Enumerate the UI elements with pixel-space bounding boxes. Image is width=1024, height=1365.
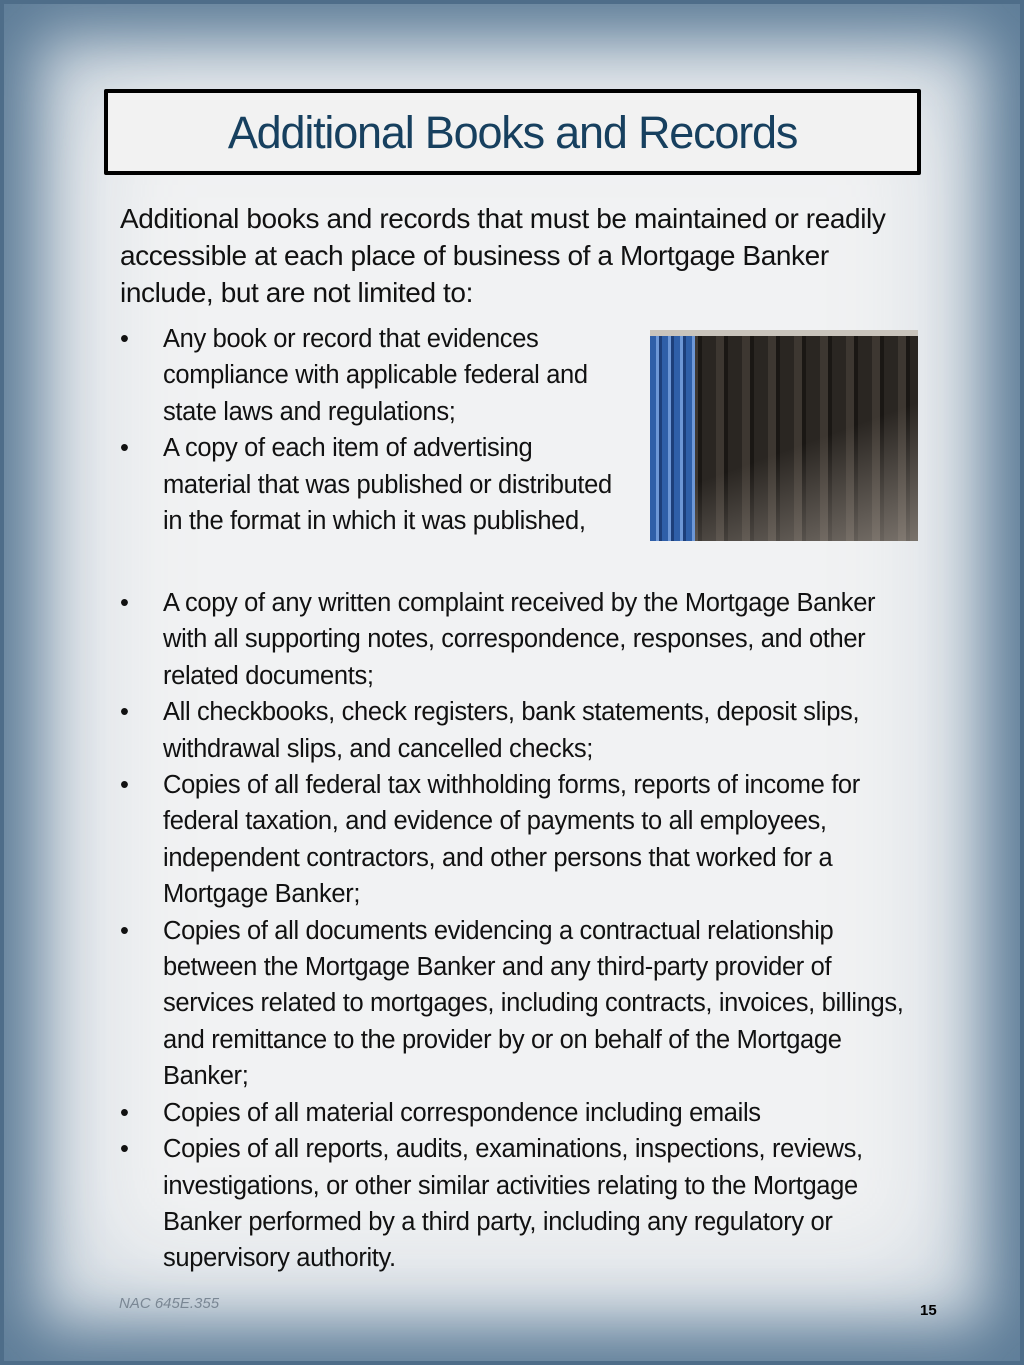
footer-citation: NAC 645E.355	[119, 1295, 220, 1312]
bullet-icon: •	[120, 698, 129, 727]
title-box	[104, 89, 921, 175]
page-number: 15	[920, 1302, 937, 1319]
bullet-icon: •	[120, 771, 129, 800]
bullet-icon: •	[120, 1135, 129, 1164]
binders-shelf-image	[650, 330, 918, 541]
bullet-list-bottom	[120, 585, 920, 1277]
list-item: • All checkbooks, check registers, bank statements, deposit slips, withdrawal slips, and cancelled checks;	[120, 694, 920, 767]
list-item: • Copies of all material correspondence including emails	[120, 1095, 920, 1131]
intro-paragraph: Additional books and records that must be maintained or readily accessible at each place of business of a Mortgage Banker include, but are not limited to:	[120, 203, 886, 308]
bullet-icon: •	[120, 325, 129, 353]
bullet-icon: •	[120, 1098, 129, 1127]
list-item: • Any book or record that evidences compliance with applicable federal and state laws and regulations;	[120, 321, 620, 430]
bullet-list-top	[120, 321, 620, 539]
list-item: • A copy of any written complaint received by the Mortgage Banker with all supporting notes, correspondence, responses, and other related documents;	[120, 585, 920, 694]
slide-title: Additional Books and Records	[227, 107, 798, 158]
bullet-icon: •	[120, 916, 129, 945]
list-item: • A copy of each item of advertising material that was published or distributed in the format in which it was published,	[120, 430, 620, 539]
list-item: • Copies of all federal tax withholding forms, reports of income for federal taxation, and evidence of payments to all employees, independent contractors, and other persons that worked for a Mortgage Banker;	[120, 767, 920, 913]
list-item: • Copies of all reports, audits, examinations, inspections, reviews, investigations, or other similar activities relating to the Mortgage Banker performed by a third party, including any regulatory or supervisory authority.	[120, 1131, 920, 1277]
list-item: • Copies of all documents evidencing a contractual relationship between the Mortgage Banker and any third-party provider of services related to mortgages, including contracts, invoices, billings, and remittance to the provider by or on behalf of the Mortgage Banker;	[120, 913, 920, 1095]
bullet-icon: •	[120, 434, 129, 463]
bullet-icon: •	[120, 589, 129, 617]
